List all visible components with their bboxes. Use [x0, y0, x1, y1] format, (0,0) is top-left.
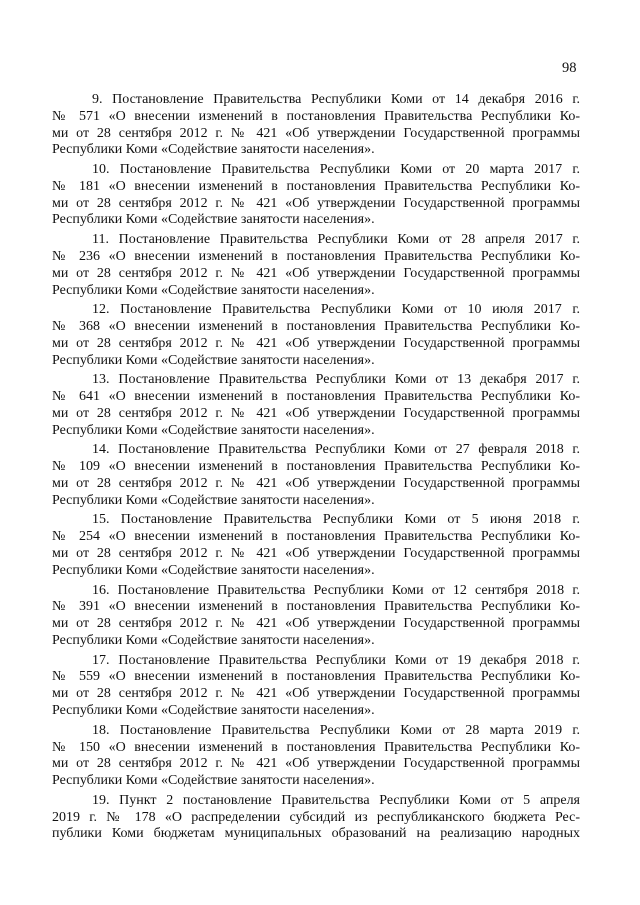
text-line: 2019 г. № 178 «О распределении субсидий из республиканского бюджета Рес-	[52, 809, 580, 825]
text-line: № 391 «О внесении изменений в постановления Правительства Республики Ко-	[52, 599, 580, 615]
text-line: ми от 28 сентября 2012 г. № 421 «Об утверждении Государственной программы	[52, 616, 580, 632]
text-line: № 181 «О внесении изменений в постановления Правительства Республики Ко-	[52, 178, 580, 194]
text-line: № 368 «О внесении изменений в постановления Правительства Республики Ко-	[52, 319, 580, 335]
list-item	[52, 583, 580, 650]
list-item	[52, 162, 580, 229]
list-item	[52, 302, 580, 369]
list-item	[52, 723, 580, 790]
text-line: 12. Постановление Правительства Республики Коми от 10 июля 2017 г.	[92, 302, 580, 318]
text-line: № 254 «О внесении изменений в постановления Правительства Республики Ко-	[52, 529, 580, 545]
text-line: ми от 28 сентября 2012 г. № 421 «Об утверждении Государственной программы	[52, 195, 580, 211]
text-line: Республики Коми «Содействие занятости населения».	[52, 282, 375, 298]
text-line: ми от 28 сентября 2012 г. № 421 «Об утверждении Государственной программы	[52, 265, 580, 281]
text-line: № 150 «О внесении изменений в постановления Правительства Республики Ко-	[52, 739, 580, 755]
text-line: Республики Коми «Содействие занятости населения».	[52, 142, 375, 158]
page-number: 98	[562, 60, 577, 76]
text-line: Республики Коми «Содействие занятости населения».	[52, 352, 375, 368]
text-line: ми от 28 сентября 2012 г. № 421 «Об утверждении Государственной программы	[52, 475, 580, 491]
text-line: 10. Постановление Правительства Республики Коми от 20 марта 2017 г.	[92, 162, 580, 178]
text-line: Республики Коми «Содействие занятости населения».	[52, 492, 375, 508]
text-line: ми от 28 сентября 2012 г. № 421 «Об утверждении Государственной программы	[52, 335, 580, 351]
text-line: 16. Постановление Правительства Республики Коми от 12 сентября 2018 г.	[92, 582, 580, 598]
text-line: № 236 «О внесении изменений в постановления Правительства Республики Ко-	[52, 248, 580, 264]
text-line: Республики Коми «Содействие занятости населения».	[52, 562, 375, 578]
text-line: ми от 28 сентября 2012 г. № 421 «Об утверждении Государственной программы	[52, 125, 580, 141]
list-item	[52, 92, 580, 159]
text-line: 14. Постановление Правительства Республики Коми от 27 февраля 2018 г.	[92, 442, 580, 458]
text-line: ми от 28 сентября 2012 г. № 421 «Об утверждении Государственной программы	[52, 546, 580, 562]
text-line: Республики Коми «Содействие занятости населения».	[52, 212, 375, 228]
text-line: Республики Коми «Содействие занятости населения».	[52, 773, 375, 789]
text-line: Республики Коми «Содействие занятости населения».	[52, 632, 375, 648]
list-item	[52, 372, 580, 439]
text-line: публики Коми бюджетам муниципальных образований на реализацию народных	[52, 826, 580, 842]
text-line: 13. Постановление Правительства Республики Коми от 13 декабря 2017 г.	[92, 372, 580, 388]
text-line: Республики Коми «Содействие занятости населения».	[52, 703, 375, 719]
text-line: 15. Постановление Правительства Республики Коми от 5 июня 2018 г.	[92, 512, 580, 528]
text-line: ми от 28 сентября 2012 г. № 421 «Об утверждении Государственной программы	[52, 686, 580, 702]
text-line: 17. Постановление Правительства Республики Коми от 19 декабря 2018 г.	[92, 652, 580, 668]
list-item	[52, 232, 580, 299]
text-line: 11. Постановление Правительства Республики Коми от 28 апреля 2017 г.	[92, 232, 580, 248]
text-line: 19. Пункт 2 постановление Правительства Республики Коми от 5 апреля	[92, 792, 580, 808]
list-item	[52, 653, 580, 720]
text-line: № 109 «О внесении изменений в постановления Правительства Республики Ко-	[52, 459, 580, 475]
text-line: 18. Постановление Правительства Республики Коми от 28 марта 2019 г.	[92, 722, 580, 738]
text-line: № 641 «О внесении изменений в постановления Правительства Республики Ко-	[52, 389, 580, 405]
text-line: № 559 «О внесении изменений в постановления Правительства Республики Ко-	[52, 669, 580, 685]
text-line: ми от 28 сентября 2012 г. № 421 «Об утверждении Государственной программы	[52, 405, 580, 421]
list-item	[52, 442, 580, 509]
text-line: № 571 «О внесении изменений в постановления Правительства Республики Ко-	[52, 108, 580, 124]
body-text	[52, 92, 580, 846]
text-line: 9. Постановление Правительства Республики Коми от 14 декабря 2016 г.	[92, 92, 580, 107]
text-line: Республики Коми «Содействие занятости населения».	[52, 422, 375, 438]
list-item	[52, 793, 580, 843]
list-item	[52, 512, 580, 579]
text-line: ми от 28 сентября 2012 г. № 421 «Об утверждении Государственной программы	[52, 756, 580, 772]
